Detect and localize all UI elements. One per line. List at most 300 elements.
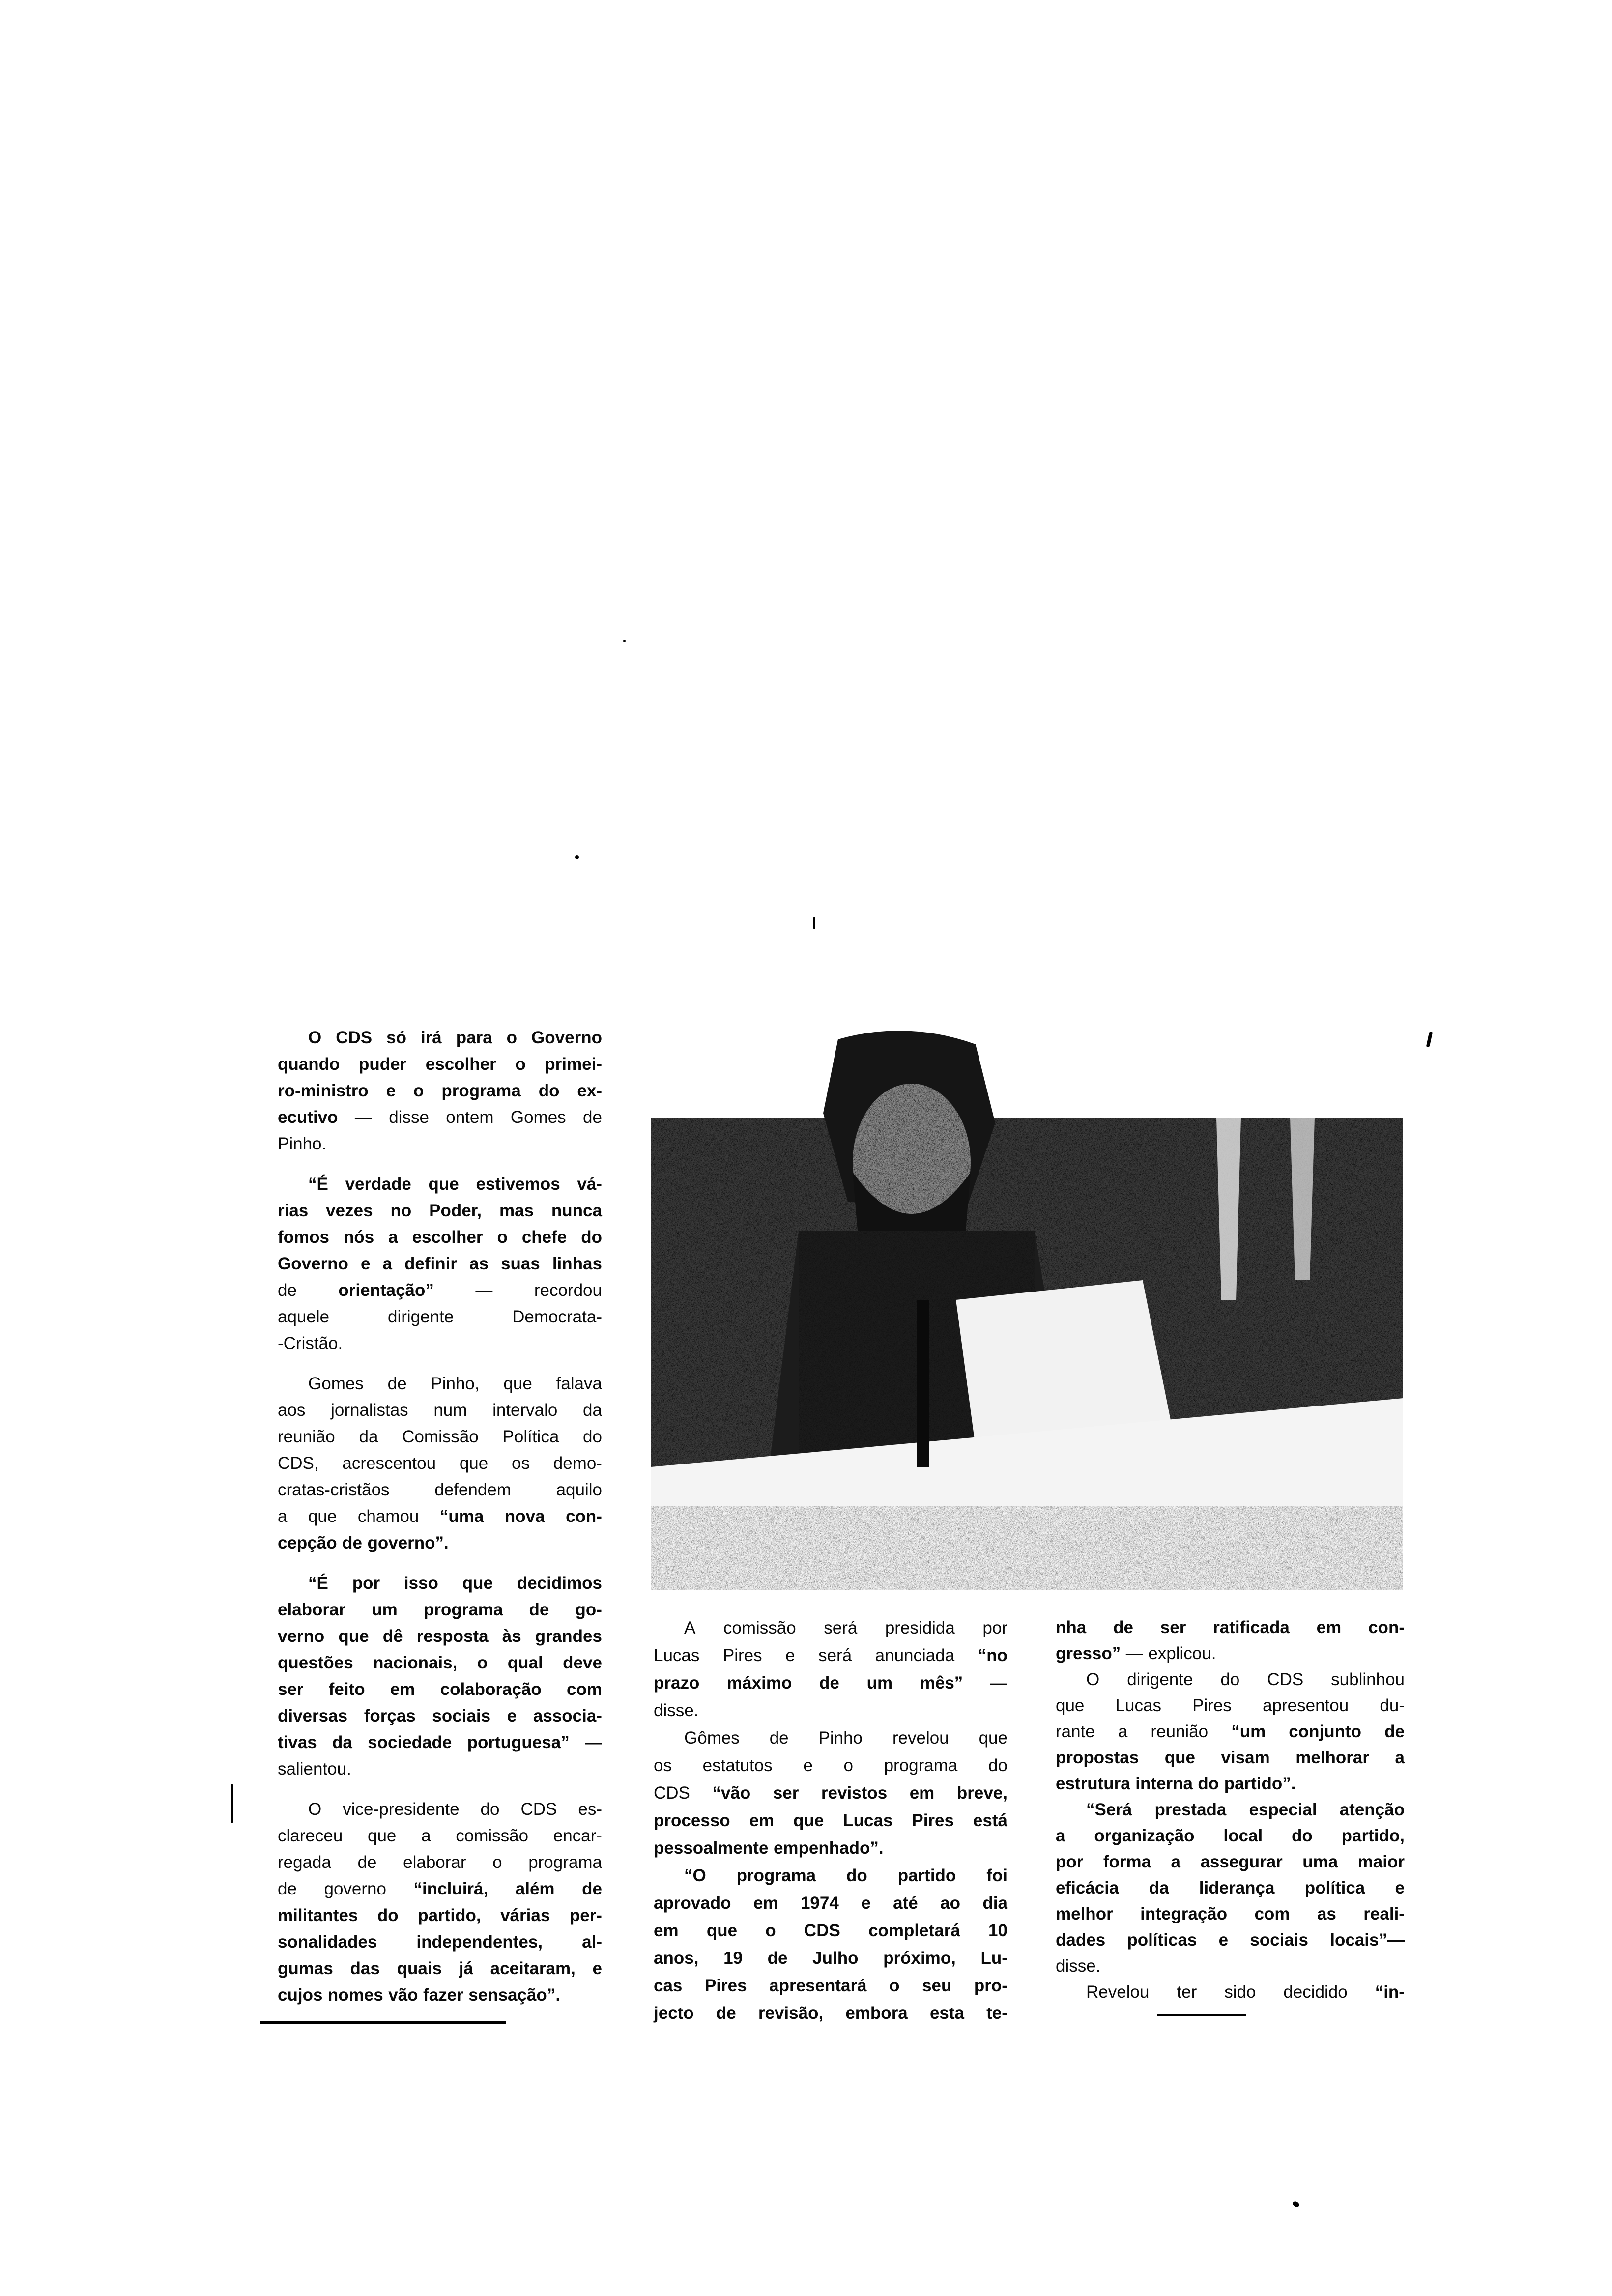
word: sublinhou bbox=[1331, 1670, 1405, 1689]
text-line bbox=[654, 1697, 1008, 1724]
word: partido, bbox=[1341, 1826, 1405, 1845]
word: do bbox=[1292, 1826, 1313, 1845]
word: com bbox=[567, 1680, 602, 1699]
word: em bbox=[749, 1811, 775, 1830]
word: Pires bbox=[704, 1976, 747, 1995]
word: sociedade bbox=[368, 1733, 452, 1752]
text-line bbox=[278, 1530, 602, 1556]
word: Pinho bbox=[818, 1728, 863, 1748]
word: quando bbox=[278, 1055, 340, 1074]
word: só bbox=[386, 1028, 406, 1047]
word: que bbox=[308, 1507, 337, 1526]
word: o bbox=[477, 1653, 488, 1672]
word: do bbox=[1220, 1670, 1240, 1689]
word: de bbox=[767, 1949, 788, 1968]
word: portuguesa” bbox=[467, 1733, 570, 1752]
scan-speck bbox=[231, 1784, 233, 1823]
word: programa bbox=[441, 1081, 521, 1100]
word: decidimos bbox=[517, 1574, 602, 1593]
word: visam bbox=[1221, 1748, 1270, 1767]
word: que bbox=[459, 1454, 489, 1473]
text-line bbox=[654, 1614, 1008, 1642]
word: dia bbox=[982, 1894, 1008, 1913]
word: que bbox=[428, 1175, 459, 1194]
word: revistos bbox=[821, 1783, 888, 1803]
word: forma bbox=[1103, 1852, 1151, 1871]
word: atenção bbox=[1339, 1800, 1405, 1819]
word: o bbox=[515, 1055, 526, 1074]
word: interna bbox=[1135, 1774, 1193, 1793]
word: do bbox=[377, 1906, 399, 1925]
word: associa- bbox=[533, 1706, 602, 1725]
text-line bbox=[654, 1642, 1008, 1669]
text-line bbox=[1056, 1771, 1405, 1797]
word: questões bbox=[278, 1653, 353, 1672]
text-line bbox=[278, 1676, 602, 1703]
word: Comissão bbox=[402, 1427, 479, 1446]
word: fomos bbox=[278, 1228, 329, 1247]
word: até bbox=[893, 1894, 918, 1913]
word: governo bbox=[324, 1879, 386, 1898]
paragraph bbox=[654, 1724, 1008, 1862]
paragraph bbox=[654, 1862, 1008, 2027]
word: pessoalmente bbox=[654, 1838, 769, 1858]
word: de bbox=[1384, 1722, 1405, 1741]
word: 10 bbox=[988, 1921, 1008, 1940]
word: -Cristão. bbox=[278, 1334, 343, 1353]
word: da bbox=[359, 1427, 378, 1446]
word: recordou bbox=[534, 1281, 602, 1300]
text-line bbox=[278, 1756, 602, 1782]
word: vice-presidente bbox=[343, 1800, 460, 1819]
word: do bbox=[583, 1427, 602, 1446]
word: melhor bbox=[1056, 1904, 1113, 1923]
word: qual bbox=[507, 1653, 543, 1672]
word: Lucas bbox=[1115, 1696, 1161, 1715]
text-line bbox=[278, 1424, 602, 1450]
word: no bbox=[390, 1201, 412, 1220]
word: “O bbox=[684, 1866, 706, 1885]
word: al- bbox=[582, 1932, 602, 1952]
word: de bbox=[716, 2004, 736, 2023]
word: Pires bbox=[1192, 1696, 1232, 1715]
word: do bbox=[988, 1756, 1008, 1775]
word: num bbox=[433, 1401, 467, 1420]
word: independentes, bbox=[416, 1932, 543, 1952]
word: de bbox=[387, 1374, 407, 1393]
word: máximo bbox=[727, 1673, 792, 1693]
text-line bbox=[278, 1570, 602, 1597]
word: a bbox=[1056, 1826, 1065, 1845]
text-line bbox=[654, 1779, 1008, 1807]
word: ecutivo bbox=[278, 1108, 338, 1127]
word: organização bbox=[1094, 1826, 1195, 1845]
scan-speck bbox=[623, 640, 626, 642]
word: Julho bbox=[812, 1949, 859, 1968]
word: por bbox=[1056, 1852, 1084, 1871]
word: orientação” bbox=[338, 1281, 434, 1300]
paragraph bbox=[1056, 1614, 1405, 1666]
text-line bbox=[278, 1251, 602, 1277]
word: CDS bbox=[520, 1800, 557, 1819]
word: um bbox=[372, 1600, 398, 1619]
word: completará bbox=[868, 1921, 960, 1940]
word: o bbox=[492, 1853, 502, 1872]
word: apresentou bbox=[1263, 1696, 1349, 1715]
article-column-3 bbox=[1056, 1614, 1405, 2005]
word: gumas bbox=[278, 1959, 333, 1978]
word: Governo bbox=[531, 1028, 602, 1047]
word: os bbox=[654, 1756, 672, 1775]
word: da bbox=[1149, 1878, 1169, 1897]
word: sociais bbox=[1250, 1930, 1309, 1950]
word: com bbox=[1254, 1904, 1290, 1923]
word: jornalistas bbox=[331, 1401, 408, 1420]
text-line bbox=[1056, 1875, 1405, 1901]
word: vão bbox=[388, 1985, 418, 2005]
text-line bbox=[278, 1876, 602, 1902]
word: por bbox=[982, 1618, 1008, 1637]
word: aquilo bbox=[556, 1480, 602, 1499]
word: maior bbox=[1357, 1852, 1405, 1871]
word: de bbox=[583, 1108, 602, 1127]
text-line bbox=[278, 1729, 602, 1756]
word: CDS, bbox=[278, 1454, 319, 1473]
text-line bbox=[278, 1902, 602, 1929]
word: vezes bbox=[326, 1201, 373, 1220]
word: estrutura bbox=[1056, 1774, 1130, 1793]
paragraph bbox=[654, 1614, 1008, 1724]
word: cas bbox=[654, 1976, 683, 1995]
photo-microphone bbox=[917, 1300, 929, 1467]
word: do bbox=[846, 1866, 867, 1885]
word: às bbox=[502, 1627, 521, 1646]
paragraph bbox=[1056, 1666, 1405, 1797]
word: as bbox=[469, 1254, 489, 1273]
word: resposta bbox=[416, 1627, 489, 1646]
word: que bbox=[979, 1728, 1008, 1748]
word: de bbox=[342, 1533, 362, 1552]
word: ter bbox=[1177, 1982, 1197, 2002]
text-line bbox=[278, 1703, 602, 1729]
word: de bbox=[278, 1281, 297, 1300]
word: nova bbox=[504, 1507, 545, 1526]
word: e bbox=[785, 1646, 795, 1665]
word: prazo bbox=[654, 1673, 700, 1693]
word: “uma bbox=[439, 1507, 484, 1526]
text-line bbox=[1056, 1666, 1405, 1693]
word: será bbox=[818, 1646, 852, 1665]
word: programa bbox=[884, 1756, 958, 1775]
word: em bbox=[654, 1921, 679, 1940]
word: puder bbox=[358, 1055, 407, 1074]
word: sonalidades bbox=[278, 1932, 377, 1952]
word: O bbox=[1086, 1670, 1100, 1689]
text-line bbox=[1056, 1979, 1405, 2005]
word: em bbox=[390, 1680, 415, 1699]
word: a bbox=[1118, 1722, 1128, 1741]
word: revelou bbox=[892, 1728, 949, 1748]
word: de bbox=[582, 1879, 602, 1898]
text-line bbox=[654, 1945, 1008, 1972]
text-line bbox=[654, 1669, 1008, 1697]
text-line bbox=[1056, 1719, 1405, 1745]
word: verdade bbox=[345, 1175, 411, 1194]
word: O bbox=[308, 1028, 322, 1047]
word: Gomes bbox=[308, 1374, 364, 1393]
word: ser bbox=[1160, 1618, 1186, 1637]
word: e bbox=[360, 1254, 371, 1273]
word: fazer bbox=[423, 1985, 463, 2005]
word: da bbox=[583, 1401, 602, 1420]
word: a bbox=[1395, 1748, 1405, 1767]
word: — bbox=[1125, 1644, 1143, 1663]
text-line bbox=[278, 1330, 602, 1357]
word: sensação”. bbox=[468, 1985, 561, 2005]
word: ao bbox=[940, 1894, 960, 1913]
word: cepção bbox=[278, 1533, 337, 1552]
word: o bbox=[413, 1081, 424, 1100]
word: defendem bbox=[434, 1480, 511, 1499]
word: de bbox=[769, 1728, 789, 1748]
word: 1974 bbox=[800, 1894, 839, 1913]
text-line bbox=[278, 1823, 602, 1849]
word: o bbox=[765, 1921, 776, 1940]
paragraph bbox=[278, 1796, 602, 2009]
word: escolher bbox=[425, 1055, 496, 1074]
word: gresso” bbox=[1056, 1644, 1121, 1663]
text-line bbox=[278, 1304, 602, 1330]
word: foi bbox=[986, 1866, 1008, 1885]
word: dê bbox=[382, 1627, 403, 1646]
text-line bbox=[278, 1796, 602, 1823]
word: será bbox=[824, 1618, 858, 1637]
word: aceitaram, bbox=[490, 1959, 576, 1978]
word: do bbox=[581, 1228, 602, 1247]
word: nha bbox=[1056, 1618, 1087, 1637]
word: embora bbox=[845, 2004, 908, 2023]
word: e bbox=[1218, 1930, 1229, 1950]
word: colaboração bbox=[440, 1680, 542, 1699]
word: processo bbox=[654, 1811, 730, 1830]
word: a bbox=[1171, 1852, 1181, 1871]
word: comissão bbox=[456, 1826, 529, 1845]
word: sociais bbox=[432, 1706, 491, 1725]
word: mês” bbox=[920, 1673, 963, 1693]
word: aprovado bbox=[654, 1894, 731, 1913]
word: eficácia bbox=[1056, 1878, 1119, 1897]
word: militantes bbox=[278, 1906, 358, 1925]
text-line bbox=[1056, 1640, 1405, 1666]
word: de bbox=[357, 1853, 377, 1872]
word: CDS bbox=[1267, 1670, 1304, 1689]
word: quais bbox=[397, 1959, 442, 1978]
scan-speck bbox=[575, 855, 579, 859]
word: intervalo bbox=[492, 1401, 558, 1420]
word: con- bbox=[566, 1507, 602, 1526]
word: elaborar bbox=[403, 1853, 466, 1872]
word: o bbox=[889, 1976, 900, 1995]
word: que bbox=[793, 1811, 824, 1830]
word: per- bbox=[569, 1906, 602, 1925]
word: Pires bbox=[912, 1811, 954, 1830]
word: isso bbox=[403, 1574, 438, 1593]
text-line bbox=[1056, 1953, 1405, 1979]
word: Democrata- bbox=[512, 1307, 602, 1326]
text-line bbox=[278, 1277, 602, 1304]
word: disse. bbox=[654, 1701, 699, 1720]
word: um bbox=[866, 1673, 893, 1693]
word: vá- bbox=[577, 1175, 602, 1194]
text-line bbox=[1056, 1927, 1405, 1953]
paragraph bbox=[278, 1570, 602, 1782]
word: da bbox=[332, 1733, 352, 1752]
word: anunciada bbox=[875, 1646, 955, 1665]
text-line bbox=[1056, 1823, 1405, 1849]
word: — bbox=[990, 1673, 1008, 1693]
word: o bbox=[843, 1756, 853, 1775]
word: nacionais, bbox=[373, 1653, 458, 1672]
column-3-end-rule bbox=[1157, 2014, 1246, 2016]
word: o bbox=[506, 1028, 518, 1047]
word: que bbox=[462, 1574, 493, 1593]
text-line bbox=[1056, 1901, 1405, 1927]
word: CDS bbox=[336, 1028, 373, 1047]
word: do bbox=[480, 1800, 500, 1819]
paragraph bbox=[1056, 1797, 1405, 1979]
word: Pinho, bbox=[431, 1374, 480, 1393]
scan-speck bbox=[1426, 1032, 1433, 1047]
word: governo”. bbox=[367, 1533, 449, 1552]
word: 19 bbox=[723, 1949, 743, 1968]
photo-paper-document bbox=[956, 1280, 1172, 1447]
text-line bbox=[654, 1890, 1008, 1917]
word: cujos bbox=[278, 1985, 323, 2005]
word: partido”. bbox=[1224, 1774, 1296, 1793]
word: Lu- bbox=[980, 1949, 1008, 1968]
word: em bbox=[753, 1894, 778, 1913]
word: reali- bbox=[1363, 1904, 1405, 1923]
news-photo bbox=[651, 1025, 1403, 1590]
word: os bbox=[512, 1454, 530, 1473]
text-line bbox=[654, 1724, 1008, 1752]
text-line bbox=[1056, 1745, 1405, 1771]
word: que bbox=[503, 1374, 532, 1393]
word: dirigente bbox=[1127, 1670, 1193, 1689]
word: partido, bbox=[418, 1906, 481, 1925]
article-column-1 bbox=[278, 1025, 602, 2022]
word: próximo, bbox=[883, 1949, 956, 1968]
word: disse bbox=[389, 1108, 429, 1127]
word: especial bbox=[1249, 1800, 1317, 1819]
word: políticas bbox=[1127, 1930, 1197, 1950]
word: ontem bbox=[446, 1108, 494, 1127]
word: empenhado”. bbox=[773, 1838, 884, 1858]
scan-speck bbox=[1292, 2200, 1300, 2208]
word: do bbox=[1198, 1774, 1219, 1793]
word: “vão bbox=[712, 1783, 751, 1803]
word: partido bbox=[897, 1866, 956, 1885]
word: aos bbox=[278, 1401, 306, 1420]
word: seu bbox=[922, 1976, 952, 1995]
scan-speck bbox=[813, 917, 815, 929]
text-line bbox=[654, 1752, 1008, 1779]
word: primei- bbox=[545, 1055, 602, 1074]
word: — bbox=[475, 1281, 493, 1300]
word: por bbox=[352, 1574, 380, 1593]
word: reunião bbox=[1151, 1722, 1209, 1741]
word: em bbox=[909, 1783, 935, 1803]
paragraph bbox=[1056, 1979, 1405, 2005]
word: Revelou bbox=[1086, 1982, 1150, 2002]
word: estivemos bbox=[476, 1175, 560, 1194]
text-line bbox=[654, 1862, 1008, 1890]
word: Lucas bbox=[654, 1646, 700, 1665]
word: Pires bbox=[722, 1646, 762, 1665]
word: conjunto bbox=[1289, 1722, 1362, 1741]
word: feito bbox=[328, 1680, 365, 1699]
word: falava bbox=[556, 1374, 602, 1393]
word: Poder, bbox=[429, 1201, 482, 1220]
word: jecto bbox=[654, 2004, 694, 2023]
text-line bbox=[278, 1503, 602, 1530]
word: Gômes bbox=[684, 1728, 740, 1748]
word: ratificada bbox=[1213, 1618, 1290, 1637]
word: A bbox=[684, 1618, 696, 1637]
text-line bbox=[278, 1955, 602, 1982]
word: “no bbox=[978, 1646, 1008, 1665]
text-line bbox=[654, 1807, 1008, 1835]
paragraph bbox=[278, 1371, 602, 1556]
word: programa bbox=[528, 1853, 602, 1872]
word: suas bbox=[500, 1254, 540, 1273]
word: chefe bbox=[521, 1228, 567, 1247]
word: reunião bbox=[278, 1427, 335, 1446]
word: “Será bbox=[1086, 1800, 1132, 1819]
word: do bbox=[538, 1081, 560, 1100]
word: O bbox=[308, 1800, 322, 1819]
word: e bbox=[507, 1706, 517, 1725]
word: “um bbox=[1231, 1722, 1266, 1741]
word: sido bbox=[1224, 1982, 1256, 2002]
word: comissão bbox=[723, 1618, 796, 1637]
text-line bbox=[278, 1597, 602, 1623]
word: esta bbox=[929, 2004, 964, 2023]
word: uma bbox=[1302, 1852, 1338, 1871]
word: aquele bbox=[278, 1307, 330, 1326]
word: nunca bbox=[551, 1201, 602, 1220]
word: dirigente bbox=[388, 1307, 454, 1326]
text-line bbox=[278, 1025, 602, 1051]
word: que bbox=[1056, 1696, 1085, 1715]
word: ser bbox=[773, 1783, 799, 1803]
word: Gomes bbox=[510, 1108, 566, 1127]
word: “É bbox=[308, 1175, 328, 1194]
word: além bbox=[515, 1879, 555, 1898]
word: du- bbox=[1380, 1696, 1405, 1715]
word: elaborar bbox=[278, 1600, 346, 1619]
text-line bbox=[654, 1917, 1008, 1945]
text-line bbox=[1056, 1693, 1405, 1719]
word: escolher bbox=[412, 1228, 483, 1247]
word: apresentará bbox=[769, 1976, 867, 1995]
word: cratas-cristãos bbox=[278, 1480, 390, 1499]
word: nós bbox=[343, 1228, 374, 1247]
word: integração bbox=[1140, 1904, 1228, 1923]
word: que bbox=[367, 1826, 397, 1845]
text-line bbox=[278, 1078, 602, 1104]
word: disse. bbox=[1056, 1956, 1101, 1976]
